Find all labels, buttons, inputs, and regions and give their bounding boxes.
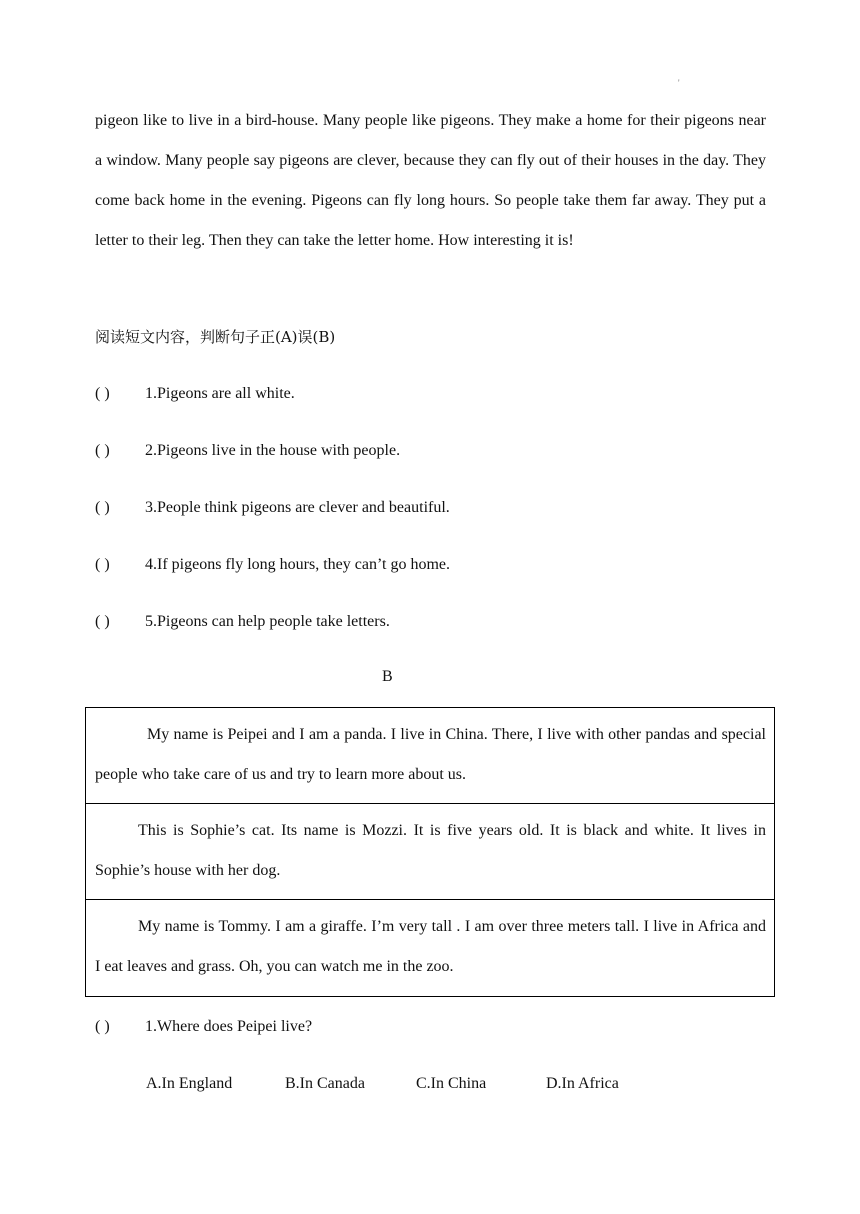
section-b-heading: B <box>382 668 393 685</box>
answer-blank[interactable]: ( ) <box>95 1018 110 1035</box>
answer-blank[interactable]: ( ) <box>95 556 110 573</box>
section-b-passages <box>85 707 775 997</box>
passage-box-tommy <box>86 900 774 996</box>
question-text: 3.People think pigeons are clever and beautiful. <box>145 499 450 516</box>
passage-box-peipei <box>86 708 774 804</box>
answer-blank[interactable]: ( ) <box>95 385 110 402</box>
question-text: 2.Pigeons live in the house with people. <box>145 442 401 459</box>
true-false-question-5 <box>95 608 450 665</box>
option-d[interactable]: D.In Africa <box>546 1075 619 1092</box>
answer-blank[interactable]: ( ) <box>95 442 110 459</box>
true-false-question-2 <box>95 437 450 494</box>
multiple-choice-question-1 <box>95 1013 312 1041</box>
option-b[interactable]: B.In Canada <box>285 1075 365 1092</box>
answer-blank[interactable]: ( ) <box>95 613 110 630</box>
passage-a: pigeon like to live in a bird-house. Many people like pigeons. They make a home for their pigeons near a window. Many people say pigeons are clever, because they can fly out of their houses in the day. They come back home in the evening. Pigeons can fly long hours. So people take them far away. They put a letter to their leg. Then they can take the letter home. How interesting it is! <box>95 112 766 249</box>
true-false-question-1 <box>95 380 450 437</box>
true-false-question-4 <box>95 551 450 608</box>
true-false-questions <box>95 380 450 665</box>
passage-text: My name is Peipei and I am a panda. I live in China. There, I live with other pandas and special people who take care of us and try to learn more about us. <box>95 726 766 783</box>
true-false-question-3 <box>95 494 450 551</box>
option-a[interactable]: A.In England <box>146 1075 233 1092</box>
question-text: 4.If pigeons fly long hours, they can’t go home. <box>145 556 450 573</box>
passage-text: My name is Tommy. I am a giraffe. I’m very tall . I am over three meters tall. I live in Africa and I eat leaves and grass. Oh, you can watch me in the zoo. <box>95 918 766 975</box>
passage-box-mozzi <box>86 804 774 900</box>
option-c[interactable]: C.In China <box>416 1075 487 1092</box>
answer-blank[interactable]: ( ) <box>95 499 110 516</box>
header-mark: ' <box>678 78 680 88</box>
question-text: 1.Pigeons are all white. <box>145 385 295 402</box>
passage-text: This is Sophie’s cat. Its name is Mozzi. It is five years old. It is black and white. It lives in Sophie’s house with her dog. <box>95 822 766 879</box>
question-text: 1.Where does Peipei live? <box>145 1018 313 1035</box>
true-false-instruction: 阅读短文内容，判断句子正(A)误(B) <box>95 328 336 346</box>
question-text: 5.Pigeons can help people take letters. <box>145 613 390 630</box>
